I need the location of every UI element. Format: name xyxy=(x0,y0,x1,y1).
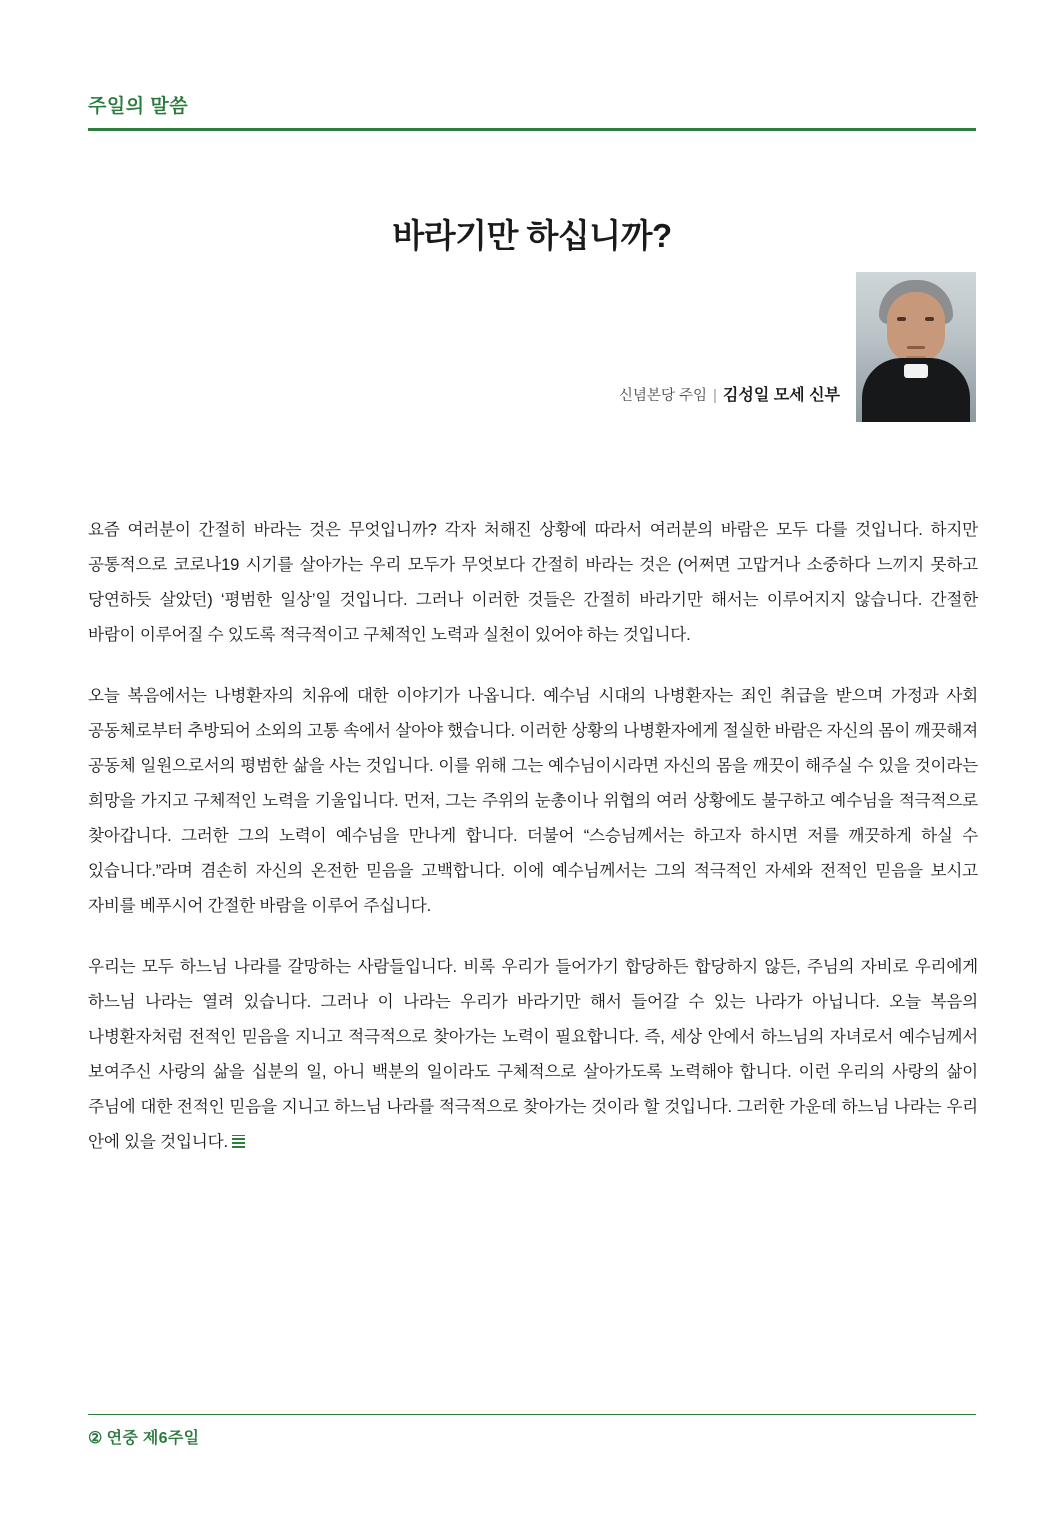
page-header xyxy=(88,96,976,131)
header-divider xyxy=(88,128,976,131)
footer-divider xyxy=(88,1414,976,1416)
end-of-article-mark xyxy=(232,1135,245,1148)
article-body xyxy=(88,512,978,1159)
page-footer xyxy=(88,1414,976,1449)
article-title: 바라기만 하십니까? xyxy=(392,217,672,254)
body-paragraph-text: 우리는 모두 하느님 나라를 갈망하는 사람들입니다. 비록 우리가 들어가기 합당하든 합당하지 않든, 주님의 자비로 우리에게 하느님 나라는 열려 있습니다. 그러나 이 나라는 우리가 바라기만 해서 들어갈 수 있는 나라가 아닙니다. 오늘 복음의 나병환자처럼 전적인 믿음을 지니고 적극적으로 찾아가는 노력이 필요합니다. 즉, 세상 안에서 하느님의 자녀로서 예수님께서 보여주신 사랑의 삶을 십분의 일, 아니 백분의 일이라도 구체적으로 살아가도록 노력해야 합니다. 이런 우리의 사랑의 삶이 주님에 대한 전적인 믿음을 지니고 하느님 나라를 적극적으로 찾아가는 것이라 할 것입니다. 그러한 가운데 하느님 나라는 우리 안에 있을 것입니다. xyxy=(88,957,978,1151)
byline-parish-role: 신념본당 주임 xyxy=(618,388,707,404)
body-paragraph-last xyxy=(88,949,978,1159)
photo-eye-right xyxy=(925,317,934,321)
byline xyxy=(619,382,840,405)
photo-roman-collar xyxy=(904,364,928,378)
body-paragraph: 오늘 복음에서는 나병환자의 치유에 대한 이야기가 나옵니다. 예수님 시대의 나병환자는 죄인 취급을 받으며 가정과 사회 공동체로부터 추방되어 소외의 고통 속에서 살아야 했습니다. 이러한 상황의 나병환자에게 절실한 바람은 자신의 몸이 깨끗해져 공동체 일원으로서의 평범한 삶을 사는 것입니다. 이를 위해 그는 예수님이시라면 자신의 몸을 깨끗이 해주실 수 있을 것이라는 희망을 가지고 구체적인 노력을 기울입니다. 먼저, 그는 주위의 눈총이나 위협의 여러 상황에도 불구하고 예수님을 적극적으로 찾아갑니다. 그러한 그의 노력이 예수님을 만나게 합니다. 더불어 “스승님께서는 하고자 하시면 저를 깨끗하게 하실 수 있습니다.”라며 겸손히 자신의 온전한 믿음을 고백합니다. 이에 예수님께서는 그의 적극적인 자세와 전적인 믿음을 보시고 자비를 베푸시어 간절한 바람을 이루어 주십니다. xyxy=(88,686,978,915)
photo-mouth xyxy=(907,346,925,349)
author-photo xyxy=(856,272,976,422)
body-paragraph: 요즘 여러분이 간절히 바라는 것은 무엇입니까? 각자 처해진 상황에 따라서 여러분의 바람은 모두 다를 것입니다. 하지만 공통적으로 코로나19 시기를 살아가는 우리 모두가 무엇보다 간절히 바라는 것은 (어쩌면 고맙거나 소중하다 느끼지 못하고 당연하듯 살았던) ‘평범한 일상’일 것입니다. 그러나 이러한 것들은 간절히 바라기만 해서는 이루어지지 않습니다. 간절한 바람이 이루어질 수 있도록 적극적이고 구체적인 노력과 실천이 있어야 하는 것입니다. xyxy=(88,520,978,644)
byline-author-name: 김성일 모세 신부 xyxy=(722,387,840,404)
byline-separator: | xyxy=(713,387,717,404)
page-number: ② xyxy=(88,1430,103,1447)
section-label: 주일의 말씀 xyxy=(88,96,189,117)
footer-liturgical-label: 연중 제6주일 xyxy=(106,1430,200,1447)
photo-eye-left xyxy=(897,317,906,321)
footer-label xyxy=(88,1425,976,1448)
photo-face xyxy=(887,292,945,362)
byline-block xyxy=(88,272,976,422)
